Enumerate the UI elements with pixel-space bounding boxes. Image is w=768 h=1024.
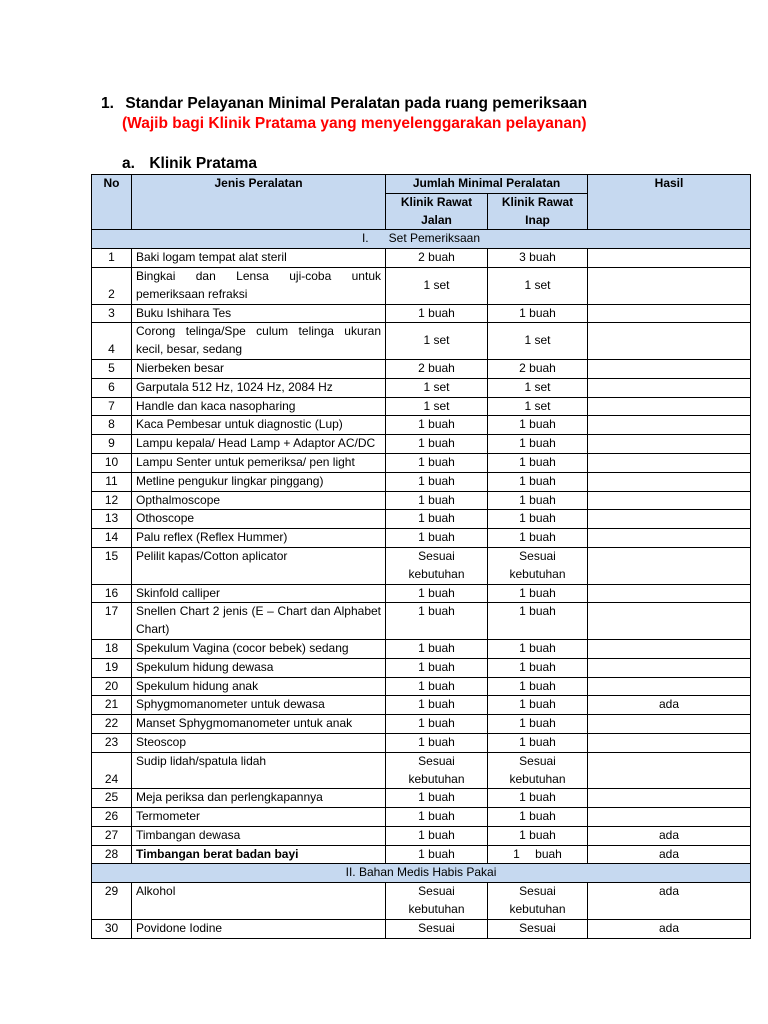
outpatient-amount: 1 buah xyxy=(386,435,488,454)
row-number: 15 xyxy=(92,547,132,584)
inpatient-amount: Sesuai xyxy=(488,919,588,938)
table-row xyxy=(92,752,751,789)
inpatient-amount: 1 buah xyxy=(488,733,588,752)
result-cell xyxy=(588,733,751,752)
table-row xyxy=(92,808,751,827)
row-number: 3 xyxy=(92,304,132,323)
inpatient-amount: 1 buah xyxy=(488,789,588,808)
equipment-name: Povidone Iodine xyxy=(132,919,386,938)
table-row xyxy=(92,304,751,323)
outpatient-amount: 1 buah xyxy=(386,808,488,827)
result-cell xyxy=(588,249,751,268)
row-number: 27 xyxy=(92,826,132,845)
table-row xyxy=(92,267,751,304)
table-row xyxy=(92,529,751,548)
section-title: Klinik Pratama xyxy=(149,155,257,172)
row-number: 28 xyxy=(92,845,132,864)
outpatient-amount: 1 buah xyxy=(386,845,488,864)
result-cell xyxy=(588,359,751,378)
document-heading xyxy=(101,94,587,114)
outpatient-amount: 1 buah xyxy=(386,603,488,640)
result-cell xyxy=(588,677,751,696)
inpatient-amount: Sesuai kebutuhan xyxy=(488,547,588,584)
result-cell xyxy=(588,397,751,416)
row-number: 2 xyxy=(92,267,132,304)
header-amount: Jumlah Minimal Peralatan xyxy=(386,175,588,194)
inpatient-amount: 1 buah xyxy=(488,603,588,640)
row-number: 26 xyxy=(92,808,132,827)
row-number: 25 xyxy=(92,789,132,808)
equipment-name: Corong telinga/Spe culum telinga ukuran kecil, besar, sedang xyxy=(132,323,386,360)
outpatient-amount: 1 buah xyxy=(386,639,488,658)
equipment-name: Opthalmoscope xyxy=(132,491,386,510)
header-no: No xyxy=(92,175,132,230)
outpatient-amount: 1 buah xyxy=(386,304,488,323)
result-cell: ada xyxy=(588,845,751,864)
table-row xyxy=(92,658,751,677)
equipment-name: Manset Sphygmomanometer untuk anak xyxy=(132,715,386,734)
table-row xyxy=(92,510,751,529)
result-cell xyxy=(588,323,751,360)
equipment-name: Steoscop xyxy=(132,733,386,752)
inpatient-amount: Sesuai kebutuhan xyxy=(488,883,588,920)
inpatient-amount: 2 buah xyxy=(488,359,588,378)
inpatient-amount: 1 buah xyxy=(488,658,588,677)
equipment-name: Pelilit kapas/Cotton aplicator xyxy=(132,547,386,584)
row-number: 6 xyxy=(92,378,132,397)
group-label: II. Bahan Medis Habis Pakai xyxy=(92,864,751,883)
row-number: 5 xyxy=(92,359,132,378)
outpatient-amount: 1 set xyxy=(386,323,488,360)
row-number: 18 xyxy=(92,639,132,658)
inpatient-amount: 1 buah xyxy=(488,416,588,435)
result-cell: ada xyxy=(588,696,751,715)
result-cell xyxy=(588,603,751,640)
inpatient-amount: 1 buah xyxy=(488,715,588,734)
result-cell: ada xyxy=(588,919,751,938)
table-row xyxy=(92,677,751,696)
heading-number: 1. xyxy=(101,95,114,112)
table-row xyxy=(92,733,751,752)
inpatient-amount: 1 buah xyxy=(488,845,588,864)
row-number: 9 xyxy=(92,435,132,454)
outpatient-amount: 1 buah xyxy=(386,658,488,677)
table-row xyxy=(92,789,751,808)
equipment-name: Nierbeken besar xyxy=(132,359,386,378)
outpatient-amount: 1 set xyxy=(386,267,488,304)
outpatient-amount: 1 buah xyxy=(386,715,488,734)
inpatient-amount: 1 buah xyxy=(488,696,588,715)
equipment-name: Kaca Pembesar untuk diagnostic (Lup) xyxy=(132,416,386,435)
inpatient-amount: 1 buah xyxy=(488,677,588,696)
result-cell xyxy=(588,378,751,397)
result-cell: ada xyxy=(588,826,751,845)
equipment-name: Palu reflex (Reflex Hummer) xyxy=(132,529,386,548)
result-cell xyxy=(588,491,751,510)
row-number: 22 xyxy=(92,715,132,734)
outpatient-amount: 1 buah xyxy=(386,696,488,715)
header-equipment: Jenis Peralatan xyxy=(132,175,386,230)
outpatient-amount: 1 buah xyxy=(386,826,488,845)
row-number: 24 xyxy=(92,752,132,789)
equipment-name: Handle dan kaca nasopharing xyxy=(132,397,386,416)
outpatient-amount: 2 buah xyxy=(386,249,488,268)
outpatient-amount: Sesuai kebutuhan xyxy=(386,752,488,789)
table-row xyxy=(92,453,751,472)
equipment-name: Sudip lidah/spatula lidah xyxy=(132,752,386,789)
group-label: I. Set Pemeriksaan xyxy=(92,230,751,249)
group-row-examination-set xyxy=(92,230,751,249)
result-cell xyxy=(588,658,751,677)
group-row-consumables xyxy=(92,864,751,883)
inpatient-amount: 1 buah xyxy=(488,529,588,548)
table-row xyxy=(92,883,751,920)
result-cell: ada xyxy=(588,883,751,920)
equipment-name: Snellen Chart 2 jenis (E – Chart dan Alphabet Chart) xyxy=(132,603,386,640)
equipment-name: Lampu Senter untuk pemeriksa/ pen light xyxy=(132,453,386,472)
table-row xyxy=(92,603,751,640)
equipment-name: Meja periksa dan perlengkapannya xyxy=(132,789,386,808)
table-row xyxy=(92,435,751,454)
inpatient-amount: 1 buah xyxy=(488,304,588,323)
result-cell xyxy=(588,715,751,734)
equipment-name: Timbangan dewasa xyxy=(132,826,386,845)
row-number: 17 xyxy=(92,603,132,640)
heading-subtitle: (Wajib bagi Klinik Pratama yang menyelenggarakan pelayanan) xyxy=(122,115,587,132)
result-cell xyxy=(588,472,751,491)
header-outpatient: Klinik Rawat Jalan xyxy=(386,193,488,230)
equipment-name: Alkohol xyxy=(132,883,386,920)
inpatient-amount: 1 set xyxy=(488,323,588,360)
equipment-name: Skinfold calliper xyxy=(132,584,386,603)
section-letter: a. xyxy=(122,155,135,172)
row-number: 30 xyxy=(92,919,132,938)
equipment-name: Garputala 512 Hz, 1024 Hz, 2084 Hz xyxy=(132,378,386,397)
equipment-name: Metline pengukur lingkar pinggang) xyxy=(132,472,386,491)
outpatient-amount: 1 buah xyxy=(386,510,488,529)
outpatient-amount: 1 buah xyxy=(386,677,488,696)
inpatient-amount: 1 buah xyxy=(488,826,588,845)
inpatient-amount: 1 buah xyxy=(488,510,588,529)
result-cell xyxy=(588,752,751,789)
inpatient-amount: 1 buah xyxy=(488,808,588,827)
row-number: 13 xyxy=(92,510,132,529)
outpatient-amount: 1 buah xyxy=(386,453,488,472)
equipment-name: Spekulum hidung anak xyxy=(132,677,386,696)
row-number: 4 xyxy=(92,323,132,360)
row-number: 8 xyxy=(92,416,132,435)
table-row xyxy=(92,397,751,416)
equipment-name: Othoscope xyxy=(132,510,386,529)
row-number: 14 xyxy=(92,529,132,548)
equipment-name: Spekulum hidung dewasa xyxy=(132,658,386,677)
equipment-name: Timbangan berat badan bayi xyxy=(132,845,386,864)
equipment-name: Bingkai dan Lensa uji-coba untuk pemeriksaan refraksi xyxy=(132,267,386,304)
result-cell xyxy=(588,808,751,827)
inpatient-amount: 1 set xyxy=(488,397,588,416)
table-row xyxy=(92,715,751,734)
result-cell xyxy=(588,416,751,435)
row-number: 11 xyxy=(92,472,132,491)
result-cell xyxy=(588,547,751,584)
result-cell xyxy=(588,304,751,323)
row-number: 7 xyxy=(92,397,132,416)
row-number: 23 xyxy=(92,733,132,752)
outpatient-amount: 1 buah xyxy=(386,472,488,491)
outpatient-amount: 2 buah xyxy=(386,359,488,378)
inpatient-amount: 1 buah xyxy=(488,453,588,472)
table-row xyxy=(92,323,751,360)
inpatient-amount: 1 set xyxy=(488,267,588,304)
outpatient-amount: 1 buah xyxy=(386,789,488,808)
inpatient-amount: 1 buah xyxy=(488,584,588,603)
inpatient-amount: 1 buah xyxy=(488,435,588,454)
outpatient-amount: 1 buah xyxy=(386,584,488,603)
outpatient-amount: 1 buah xyxy=(386,416,488,435)
table-row xyxy=(92,378,751,397)
outpatient-amount: 1 buah xyxy=(386,529,488,548)
inpatient-amount: 1 buah xyxy=(488,491,588,510)
row-number: 29 xyxy=(92,883,132,920)
result-cell xyxy=(588,789,751,808)
table-row xyxy=(92,491,751,510)
table-row xyxy=(92,547,751,584)
equipment-name: Termometer xyxy=(132,808,386,827)
equipment-name: Baki logam tempat alat steril xyxy=(132,249,386,268)
outpatient-amount: 1 set xyxy=(386,397,488,416)
row-number: 16 xyxy=(92,584,132,603)
table-row xyxy=(92,584,751,603)
result-cell xyxy=(588,267,751,304)
equipment-name: Spekulum Vagina (cocor bebek) sedang xyxy=(132,639,386,658)
table-row xyxy=(92,359,751,378)
row-number: 19 xyxy=(92,658,132,677)
inpatient-amount: 1 buah xyxy=(488,639,588,658)
table-row xyxy=(92,416,751,435)
outpatient-amount: Sesuai kebutuhan xyxy=(386,883,488,920)
result-cell xyxy=(588,584,751,603)
inpatient-amount: Sesuai kebutuhan xyxy=(488,752,588,789)
table-row xyxy=(92,826,751,845)
result-cell xyxy=(588,510,751,529)
outpatient-amount: Sesuai xyxy=(386,919,488,938)
table-row xyxy=(92,919,751,938)
result-cell xyxy=(588,453,751,472)
row-number: 10 xyxy=(92,453,132,472)
row-number: 1 xyxy=(92,249,132,268)
equipment-name: Lampu kepala/ Head Lamp + Adaptor AC/DC xyxy=(132,435,386,454)
equipment-name: Sphygmomanometer untuk dewasa xyxy=(132,696,386,715)
equipment-name: Buku Ishihara Tes xyxy=(132,304,386,323)
table-row xyxy=(92,639,751,658)
result-cell xyxy=(588,529,751,548)
heading-title: Standar Pelayanan Minimal Peralatan pada ruang pemeriksaan xyxy=(125,95,588,112)
result-cell xyxy=(588,435,751,454)
table-row xyxy=(92,472,751,491)
outpatient-amount: Sesuai kebutuhan xyxy=(386,547,488,584)
table-row xyxy=(92,696,751,715)
inpatient-amount: 1 set xyxy=(488,378,588,397)
outpatient-amount: 1 set xyxy=(386,378,488,397)
inpatient-amount: 3 buah xyxy=(488,249,588,268)
section-heading xyxy=(122,154,257,174)
table-row xyxy=(92,249,751,268)
row-number: 21 xyxy=(92,696,132,715)
result-cell xyxy=(588,639,751,658)
inpatient-amount: 1 buah xyxy=(488,472,588,491)
row-number: 12 xyxy=(92,491,132,510)
equipment-table xyxy=(91,174,751,939)
table-row xyxy=(92,845,751,864)
row-number: 20 xyxy=(92,677,132,696)
header-inpatient: Klinik Rawat Inap xyxy=(488,193,588,230)
outpatient-amount: 1 buah xyxy=(386,491,488,510)
header-result: Hasil xyxy=(588,175,751,230)
outpatient-amount: 1 buah xyxy=(386,733,488,752)
